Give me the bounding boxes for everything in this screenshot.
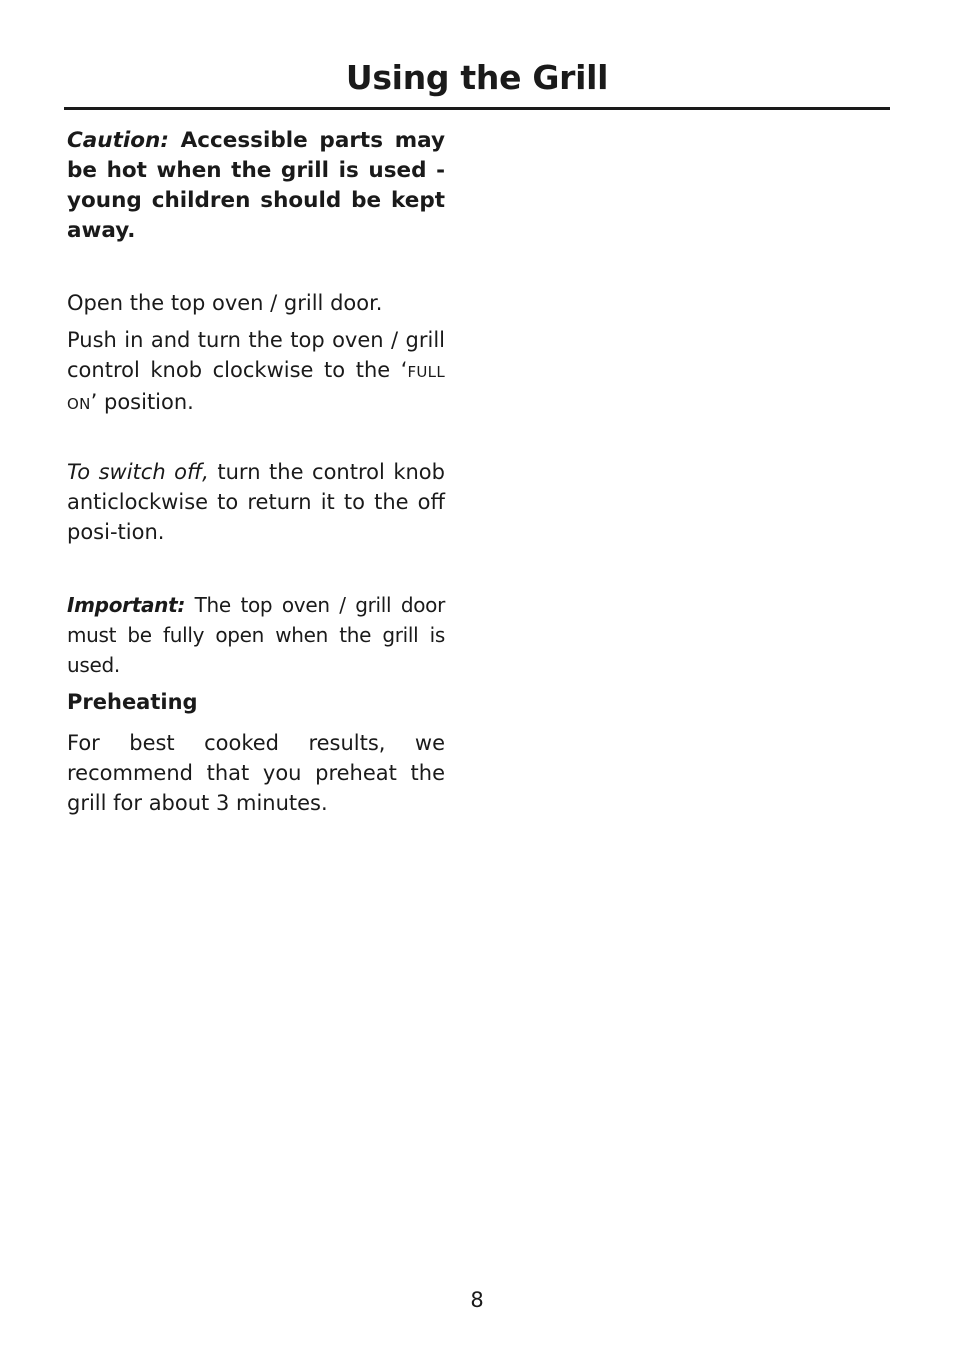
important-text: The top oven / grill door must be fully open when the grill is used. — [67, 593, 446, 677]
caution-paragraph — [67, 126, 445, 246]
important-paragraph — [67, 590, 445, 680]
push-turn-paragraph — [67, 325, 445, 419]
caution-text: Accessible parts may be hot when the grill is used - young children should be kept away. — [67, 128, 445, 243]
full-on-setting: FULL ON — [67, 363, 445, 413]
push-turn-text: Push in and turn the top oven / grill control knob clockwise to the ‘ — [67, 328, 445, 382]
important-notice — [67, 590, 445, 680]
switch-off-paragraph — [67, 457, 445, 547]
open-door-instruction — [67, 288, 445, 318]
push-turn-instruction — [67, 325, 445, 419]
preheating-section — [67, 728, 445, 818]
switch-off-label: To switch off, — [67, 460, 209, 484]
page-title: Using the Grill — [345, 58, 609, 97]
page-number: 8 — [470, 1288, 484, 1312]
caution-label: Caution: — [67, 128, 169, 153]
title-divider — [64, 107, 890, 110]
open-door-text: Open the top oven / grill door. — [67, 291, 383, 315]
switch-off-instruction — [67, 457, 445, 547]
switch-off-text: turn the control knob anticlockwise to return it to the off posi-tion. — [67, 460, 445, 544]
preheating-heading: Preheating — [67, 690, 198, 714]
caution-notice — [67, 126, 445, 246]
important-label: Important: — [67, 593, 186, 617]
push-turn-text-end: ’ position. — [90, 390, 194, 414]
preheating-text: For best cooked results, we recommend that you preheat the grill for about 3 minutes. — [67, 731, 445, 815]
